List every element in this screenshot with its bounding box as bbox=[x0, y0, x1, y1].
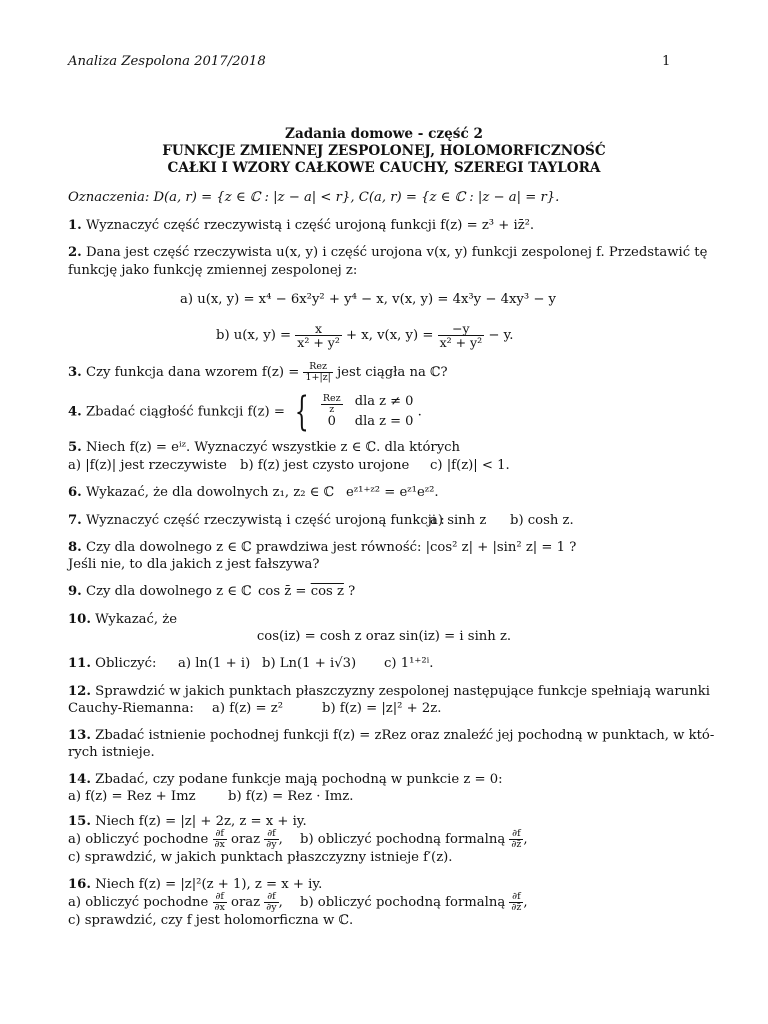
formula-end: − y. bbox=[488, 328, 514, 343]
fraction: Rez z bbox=[322, 392, 341, 415]
problem-text: Dana jest część rzeczywista u(x, y) i część urojona v(x, y) funkcji zespolonej f. Przedstawić tę bbox=[85, 245, 708, 260]
problem-number: 9. bbox=[68, 584, 82, 599]
fraction: $\frac{\partial f}{\partial x}$ bbox=[214, 891, 225, 913]
problem-2-line-1 bbox=[68, 245, 707, 261]
problem-5-option-c: c) |f(z)| < 1. bbox=[430, 458, 510, 473]
fraction: $\frac{\partial f}{\partial y}$ bbox=[266, 891, 277, 913]
problem-9-formula: cos z̄ = cos z ? bbox=[258, 584, 356, 599]
problem-14-option-a: a) f(z) = Rez + Imz bbox=[68, 789, 196, 804]
page-number: 1 bbox=[662, 54, 671, 69]
problem-8-line-1 bbox=[68, 540, 576, 556]
problem-13-line-2: rych istnieje. bbox=[68, 745, 155, 760]
problem-text: jest ciągła na ℂ? bbox=[337, 365, 448, 380]
problem-text: Czy dla dowolnego z ∈ ℂ prawdziwa jest równość: |cos² z| + |sin² z| = 1 ? bbox=[85, 540, 577, 555]
running-header: Analiza Zespolona 2017/2018 bbox=[68, 54, 266, 69]
problem-number: 16. bbox=[68, 877, 91, 892]
problem-number: 3. bbox=[68, 365, 82, 380]
problem-number: 1. bbox=[68, 218, 82, 233]
problem-text: Niech f(z) = |z| + 2z, z = x + iy. bbox=[95, 814, 307, 829]
problem-4 bbox=[68, 389, 422, 435]
problem-number: 2. bbox=[68, 245, 82, 260]
problem-text: Wykazać, że dla dowolnych z₁, z₂ ∈ ℂ bbox=[85, 485, 335, 500]
problem-number: 11. bbox=[68, 656, 91, 671]
problem-13-line-1 bbox=[68, 728, 714, 744]
problem-11 bbox=[68, 656, 156, 672]
problem-6 bbox=[68, 485, 334, 501]
fraction: $\frac{\partial f}{\partial z̄}$ bbox=[511, 891, 522, 913]
problem-number: 5. bbox=[68, 440, 82, 455]
fraction: $\frac{\partial f}{\partial z̄}$ bbox=[511, 828, 522, 850]
problem-16-line-2b: b) obliczyć pochodną formalną $\frac{\partial f}{\partial z̄}$ , bbox=[300, 891, 528, 913]
problem-7-option-b: b) cosh z. bbox=[510, 513, 574, 528]
problem-15-line-2b: b) obliczyć pochodną formalną $\frac{\partial f}{\partial z̄}$ , bbox=[300, 828, 528, 850]
problem-2-formula-a: a) u(x, y) = x⁴ − 6x²y² + y⁴ − x, v(x, y) = 4x³y − 4xy³ − y bbox=[180, 292, 557, 307]
title-line-1: Zadania domowe - część 2 bbox=[285, 126, 483, 142]
formula-label: b) u(x, y) = bbox=[216, 328, 292, 343]
problem-14-option-b: b) f(z) = Rez · Imz. bbox=[228, 789, 354, 804]
problem-5-line-1 bbox=[68, 440, 460, 456]
problem-number: 6. bbox=[68, 485, 82, 500]
problem-2-line-2: funkcję jako funkcję zmiennej zespolonej z: bbox=[68, 263, 358, 278]
problem-14-line-1 bbox=[68, 772, 503, 788]
formula-mid: + x, v(x, y) = bbox=[346, 328, 434, 343]
problem-text: Zbadać ciągłość funkcji f(z) = bbox=[85, 404, 285, 420]
problem-3 bbox=[68, 360, 448, 386]
problem-text: Sprawdzić w jakich punktach płaszczyzny zespolonej następujące funkcje spełniają warunki bbox=[95, 684, 710, 699]
problem-11-option-c: c) 1¹⁺²ⁱ. bbox=[384, 656, 434, 671]
problem-12-line-1 bbox=[68, 684, 710, 700]
problem-text: Wyznaczyć część rzeczywistą i część urojoną funkcji f(z) = z³ + iz̄². bbox=[85, 218, 535, 233]
fraction: $\frac{x}{\text{x² + y²}}$ bbox=[297, 320, 340, 350]
problem-number: 4. bbox=[68, 404, 82, 420]
notation: Oznaczenia: D(a, r) = {z ∈ ℂ : |z − a| < r}, C(a, r) = {z ∈ ℂ : |z − a| = r}. bbox=[68, 190, 560, 205]
problem-11-option-a: a) ln(1 + i) bbox=[178, 656, 251, 671]
fraction: $\frac{-y}{\text{x² + y²}}$ bbox=[439, 320, 483, 350]
problem-text: Zbadać, czy podane funkcje mają pochodną w punkcie z = 0: bbox=[95, 772, 503, 787]
piecewise-cases: Rez z dla z ≠ 0 0 dla z = 0 bbox=[322, 392, 414, 430]
problem-text: Niech f(z) = eⁱᶻ. Wyznaczyć wszystkie z ∈ ℂ. dla których bbox=[85, 440, 461, 455]
problem-number: 7. bbox=[68, 513, 82, 528]
problem-text: Zbadać istnienie pochodnej funkcji f(z) = zRez oraz znaleźć jej pochodną w punktach, w któ- bbox=[95, 728, 715, 743]
problem-7-option-a: a) sinh z bbox=[430, 513, 487, 528]
fraction: Rez 1+|z| bbox=[305, 361, 331, 383]
problem-5-option-a: a) |f(z)| jest rzeczywiste bbox=[68, 458, 227, 473]
problem-number: 12. bbox=[68, 684, 91, 699]
problem-9 bbox=[68, 584, 252, 600]
problem-1 bbox=[68, 218, 534, 234]
problem-16-line-3: c) sprawdzić, czy f jest holomorficzna w ℂ. bbox=[68, 913, 354, 928]
problem-12-line-2: Cauchy-Riemanna: bbox=[68, 701, 194, 716]
problem-16-line-2: a) obliczyć pochodne $\frac{\partial f}{\partial x}$ oraz $\frac{\partial f}{\partial y}$ , bbox=[68, 891, 283, 913]
problem-text: Wyznaczyć część rzeczywistą i część urojoną funkcji : bbox=[85, 513, 445, 528]
problem-number: 15. bbox=[68, 814, 91, 829]
problem-number: 14. bbox=[68, 772, 91, 787]
problem-15-line-3: c) sprawdzić, w jakich punktach płaszczyzny istnieje f′(z). bbox=[68, 850, 453, 865]
problem-text: Niech f(z) = |z|²(z + 1), z = x + iy. bbox=[95, 877, 323, 892]
problem-15-line-2: a) obliczyć pochodne $\frac{\partial f}{\partial x}$ oraz $\frac{\partial f}{\partial y}$ , bbox=[68, 828, 283, 850]
left-brace-icon: { bbox=[294, 389, 309, 435]
problem-2-formula-b bbox=[216, 318, 513, 354]
problem-text: Obliczyć: bbox=[95, 656, 157, 671]
problem-text: . bbox=[417, 404, 422, 420]
problem-10-formula: cos(iz) = cosh z oraz sin(iz) = i sinh z. bbox=[256, 629, 512, 644]
title-line-3: CAŁKI I WZORY CAŁKOWE CAUCHY, SZEREGI TAYLORA bbox=[167, 160, 601, 176]
problem-number: 8. bbox=[68, 540, 82, 555]
problem-11-option-b: b) Ln(1 + i√3) bbox=[262, 656, 357, 671]
problem-12-option-b: b) f(z) = |z|² + 2z. bbox=[322, 701, 442, 716]
problem-text: Wykazać, że bbox=[95, 612, 178, 627]
problem-number: 10. bbox=[68, 612, 91, 627]
problem-number: 13. bbox=[68, 728, 91, 743]
problem-8-line-2: Jeśli nie, to dla jakich z jest fałszywa? bbox=[68, 557, 320, 572]
problem-6-formula: eᶻ¹⁺ᶻ² = eᶻ¹eᶻ². bbox=[346, 485, 439, 500]
problem-10 bbox=[68, 612, 177, 628]
problem-12-option-a: a) f(z) = z² bbox=[212, 701, 283, 716]
problem-7 bbox=[68, 513, 445, 529]
title-line-2: FUNKCJE ZMIENNEJ ZESPOLONEJ, HOLOMORFICZNOŚĆ bbox=[162, 143, 606, 159]
problem-text: Czy dla dowolnego z ∈ ℂ bbox=[85, 584, 252, 599]
fraction: $\frac{\partial f}{\partial x}$ bbox=[214, 828, 225, 850]
problem-5-option-b: b) f(z) jest czysto urojone bbox=[240, 458, 410, 473]
problem-text: Czy funkcja dana wzorem f(z) = bbox=[85, 365, 300, 380]
fraction: $\frac{\partial f}{\partial y}$ bbox=[266, 828, 277, 850]
